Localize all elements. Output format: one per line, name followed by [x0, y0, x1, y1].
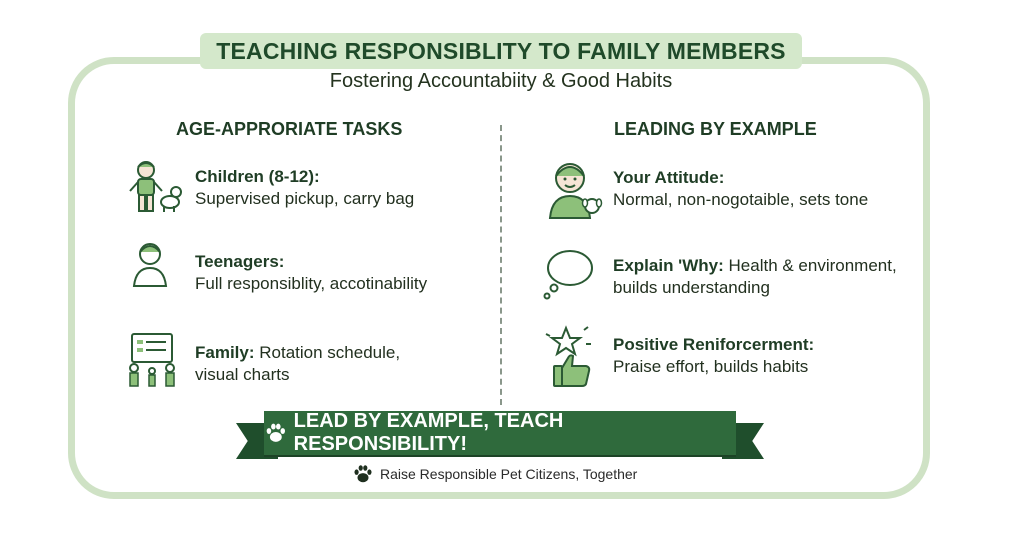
footer	[352, 462, 637, 486]
ribbon-main	[264, 411, 736, 455]
speech-bubble-icon	[540, 246, 596, 302]
right-column-heading: LEADING BY EXAMPLE	[614, 119, 817, 139]
ribbon-text: LEAD BY EXAMPLE, TEACH RESPONSIBILITY!	[293, 410, 564, 455]
explain-why-label: Explain 'Why:	[613, 256, 724, 275]
positive-reinforcement-label: Positive Reniforcerment:	[613, 335, 815, 354]
teenager-icon	[130, 240, 170, 288]
teenagers-label: Teenagers:	[195, 252, 285, 271]
column-divider	[500, 125, 502, 405]
explain-why-description-line2: builds understanding	[613, 278, 770, 297]
children-label: Children (8-12):	[195, 167, 320, 186]
left-column-heading: AGE-APPRORIATE TASKS	[176, 119, 403, 139]
paw-icon	[352, 463, 374, 485]
title-banner	[200, 33, 802, 69]
star-thumbs-up-icon	[540, 324, 600, 388]
family-description-line1: Rotation schedule,	[254, 343, 401, 362]
family-chart-icon	[124, 332, 180, 388]
explain-why-description-line1: Health & environment,	[723, 256, 897, 275]
attitude-label: Your Attitude:	[613, 168, 725, 187]
page-title: TEACHING RESPONSIBLITY TO FAMILY MEMBERS	[216, 37, 786, 64]
parent-with-dog-icon	[546, 158, 606, 220]
family-description-line2: visual charts	[195, 365, 290, 384]
footer-text: Raise Responsible Pet Citizens, Together	[380, 466, 638, 482]
teenagers-description: Full responsiblity, accotinability	[195, 274, 428, 293]
bottom-ribbon	[236, 409, 764, 467]
family-label: Family:	[195, 343, 255, 362]
child-with-dog-icon	[124, 158, 184, 218]
positive-reinforcement-description: Praise effort, builds habits	[613, 357, 809, 376]
paw-icon	[264, 421, 288, 445]
children-description: Supervised pickup, carry bag	[195, 189, 415, 208]
page-subtitle: Fostering Accountabiity & Good Habits	[329, 70, 673, 92]
attitude-description: Normal, non-nogotaible, sets tone	[613, 190, 869, 209]
